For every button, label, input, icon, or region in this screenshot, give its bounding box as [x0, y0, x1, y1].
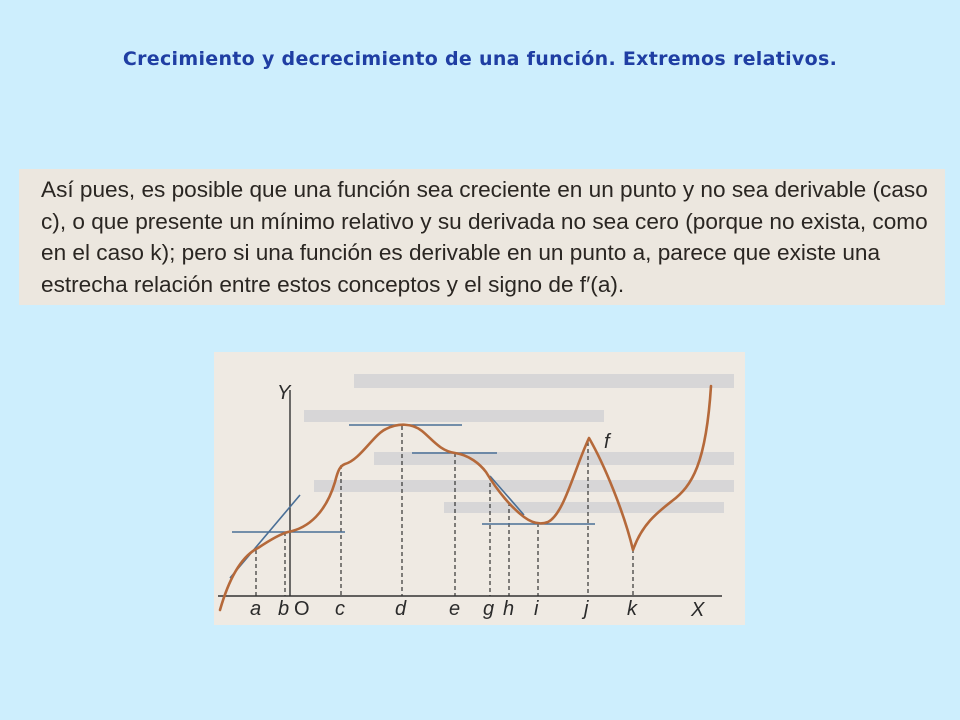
function-graph-figure	[214, 352, 745, 625]
y-axis-label: Y	[277, 382, 291, 404]
function-graph	[214, 352, 745, 625]
origin-label: O	[294, 598, 310, 620]
x-point-label: e	[449, 598, 461, 620]
x-point-label: a	[250, 598, 262, 620]
paragraph-line-4: estrecha relación entre estos conceptos y el signo de f′(a).	[41, 271, 625, 297]
paragraph-line-3: en el caso k); pero si una función es derivable en un punto a, parece que existe una	[41, 240, 881, 265]
x-point-label: h	[503, 598, 515, 620]
slide-title: Crecimiento y decrecimiento de una función. Extremos relativos.	[122, 48, 838, 70]
x-axis-label: X	[691, 599, 705, 621]
x-point-label: k	[627, 598, 637, 620]
paragraph-line-1: Así pues, es posible que una función sea creciente en un punto y no sea derivable (caso	[41, 177, 928, 202]
paragraph	[41, 174, 935, 300]
paragraph-line-2: c), o que presente un mínimo relativo y su derivada no sea cero (porque no exista, como	[41, 208, 928, 234]
function-label: f	[604, 431, 610, 453]
x-point-label: g	[483, 598, 495, 620]
x-point-label: j	[584, 598, 589, 620]
text-excerpt	[19, 169, 945, 305]
x-point-label: d	[395, 598, 407, 620]
x-point-label: c	[335, 598, 345, 620]
x-point-label: b	[278, 598, 290, 620]
x-point-label: i	[534, 598, 539, 620]
